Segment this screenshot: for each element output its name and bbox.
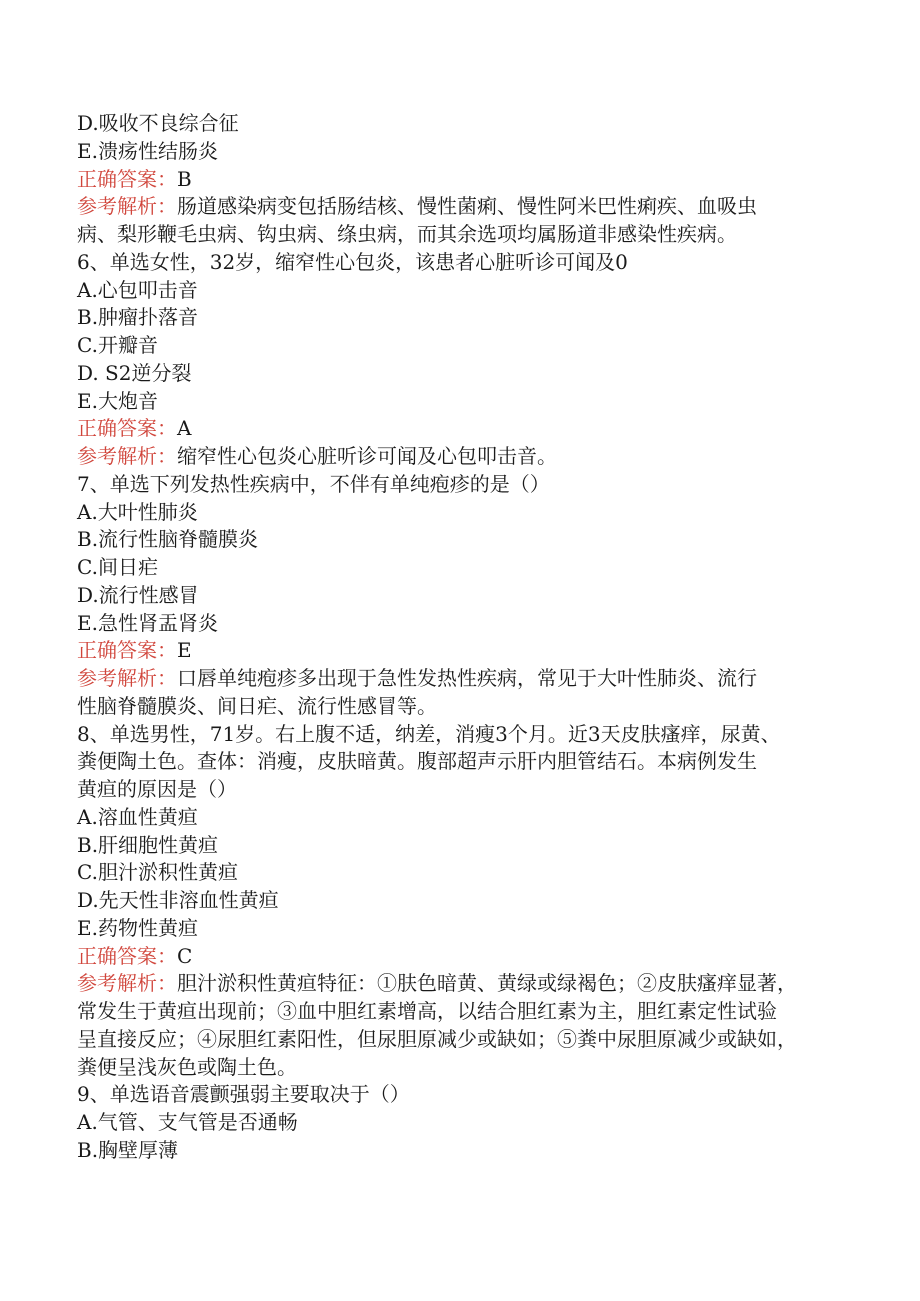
line-text: 黄疸的原因是（）: [77, 777, 237, 801]
answer-value: C: [177, 943, 193, 968]
line-text: B.肿瘤扑落音: [77, 305, 199, 330]
line-text: C.开瓣音: [77, 333, 158, 357]
line-text: D. S2逆分裂: [77, 360, 192, 385]
line-text: 粪便陶土色。查体：消瘦，皮肤暗黄。腹部超声示肝内胆管结石。本病例发生: [77, 749, 757, 774]
line-text: A.溶血性黄疸: [77, 804, 198, 829]
line-text: 8、单选男性，71岁。右上腹不适，纳差，消瘦3个月。近3天皮肤瘙痒，尿黄、: [77, 721, 781, 746]
analysis-line: [77, 970, 797, 997]
answer-label: 正确答案：: [77, 638, 177, 663]
option-line: [77, 304, 198, 331]
option-line: [77, 582, 199, 609]
line-text: 7、单选下列发热性疾病中，不伴有单纯疱疹的是（）: [77, 471, 550, 496]
option-line: [77, 110, 239, 137]
question-line: [77, 1081, 410, 1108]
analysis-label: 参考解析：: [77, 666, 177, 690]
line-text: B.肝细胞性黄疸: [77, 832, 219, 857]
option-line: [77, 887, 279, 914]
line-text: E.大炮音: [77, 388, 158, 413]
line-text: C.间日疟: [77, 555, 158, 579]
option-line: [77, 388, 158, 415]
answer-label: 正确答案：: [77, 943, 177, 968]
line-text: B.胸壁厚薄: [77, 1137, 179, 1162]
line-text: 粪便呈浅灰色或陶土色。: [77, 1054, 297, 1079]
option-line: [77, 832, 218, 859]
answer-line: [77, 637, 192, 664]
line-text: C.胆汁淤积性黄疸: [77, 860, 238, 885]
line-text: E.药物性黄疸: [77, 915, 198, 940]
option-line: [77, 804, 198, 831]
analysis-label: 参考解析：: [77, 971, 177, 996]
option-line: [77, 554, 158, 581]
analysis-line: [77, 665, 757, 692]
question-line: [77, 471, 550, 498]
line-text: D.先天性非溶血性黄疸: [77, 888, 279, 912]
line-text: D.流行性感冒: [77, 582, 199, 607]
answer-value: B: [177, 166, 192, 191]
option-line: [77, 526, 258, 553]
answer-label: 正确答案：: [77, 166, 177, 191]
text-line: [77, 776, 237, 803]
line-text: A.气管、支气管是否通畅: [77, 1110, 298, 1134]
line-text: 肠道感染病变包括肠结核、慢性菌痢、慢性阿米巴性痢疾、血吸虫: [177, 194, 757, 219]
text-line: [77, 221, 737, 248]
analysis-label: 参考解析：: [77, 444, 177, 468]
answer-line: [77, 415, 191, 442]
answer-line: [77, 943, 192, 970]
option-line: [77, 332, 158, 359]
line-text: B.流行性脑脊髓膜炎: [77, 527, 259, 552]
line-text: A.心包叩击音: [77, 277, 198, 302]
analysis-line: [77, 193, 757, 220]
option-line: [77, 138, 218, 165]
question-line: [77, 249, 628, 276]
line-text: E.急性肾盂肾炎: [77, 610, 218, 635]
option-line: [77, 277, 198, 304]
line-text: 病、梨形鞭毛虫病、钩虫病、绦虫病，而其余选项均属肠道非感染性疾病。: [77, 222, 737, 246]
line-text: 常发生于黄疸出现前；③血中胆红素增高，以结合胆红素为主，胆红素定性试验: [77, 999, 777, 1023]
text-line: [77, 1054, 297, 1081]
option-line: [77, 1137, 178, 1164]
option-line: [77, 1109, 298, 1136]
option-line: [77, 859, 238, 886]
text-line: [77, 693, 437, 720]
line-text: 9、单选语音震颤强弱主要取决于（）: [77, 1082, 410, 1107]
line-text: 性脑脊髓膜炎、间日疟、流行性感冒等。: [77, 693, 437, 718]
line-text: D.吸收不良综合征: [77, 111, 239, 135]
answer-label: 正确答案：: [77, 416, 177, 441]
answer-value: E: [177, 638, 192, 663]
option-line: [77, 915, 198, 942]
answer-line: [77, 166, 192, 193]
option-line: [77, 499, 198, 526]
text-line: [77, 998, 777, 1025]
text-line: [77, 748, 757, 775]
line-text: 胆汁淤积性黄疸特征：①肤色暗黄、黄绿或绿褐色；②皮肤瘙痒显著，: [177, 971, 797, 996]
analysis-line: [77, 443, 557, 470]
option-line: [77, 360, 191, 387]
line-text: 呈直接反应；④尿胆红素阳性，但尿胆原减少或缺如；⑤粪中尿胆原减少或缺如，: [77, 1026, 797, 1051]
option-line: [77, 610, 218, 637]
answer-value: A: [177, 416, 192, 441]
line-text: 缩窄性心包炎心脏听诊可闻及心包叩击音。: [177, 444, 557, 468]
question-line: [77, 721, 781, 748]
analysis-label: 参考解析：: [77, 194, 177, 219]
line-text: A.大叶性肺炎: [77, 499, 198, 524]
line-text: 口唇单纯疱疹多出现于急性发热性疾病，常见于大叶性肺炎、流行: [177, 666, 757, 690]
line-text: E.溃疡性结肠炎: [77, 138, 218, 163]
line-text: 6、单选女性，32岁，缩窄性心包炎，该患者心脏听诊可闻及0: [77, 249, 628, 274]
text-line: [77, 1026, 797, 1053]
